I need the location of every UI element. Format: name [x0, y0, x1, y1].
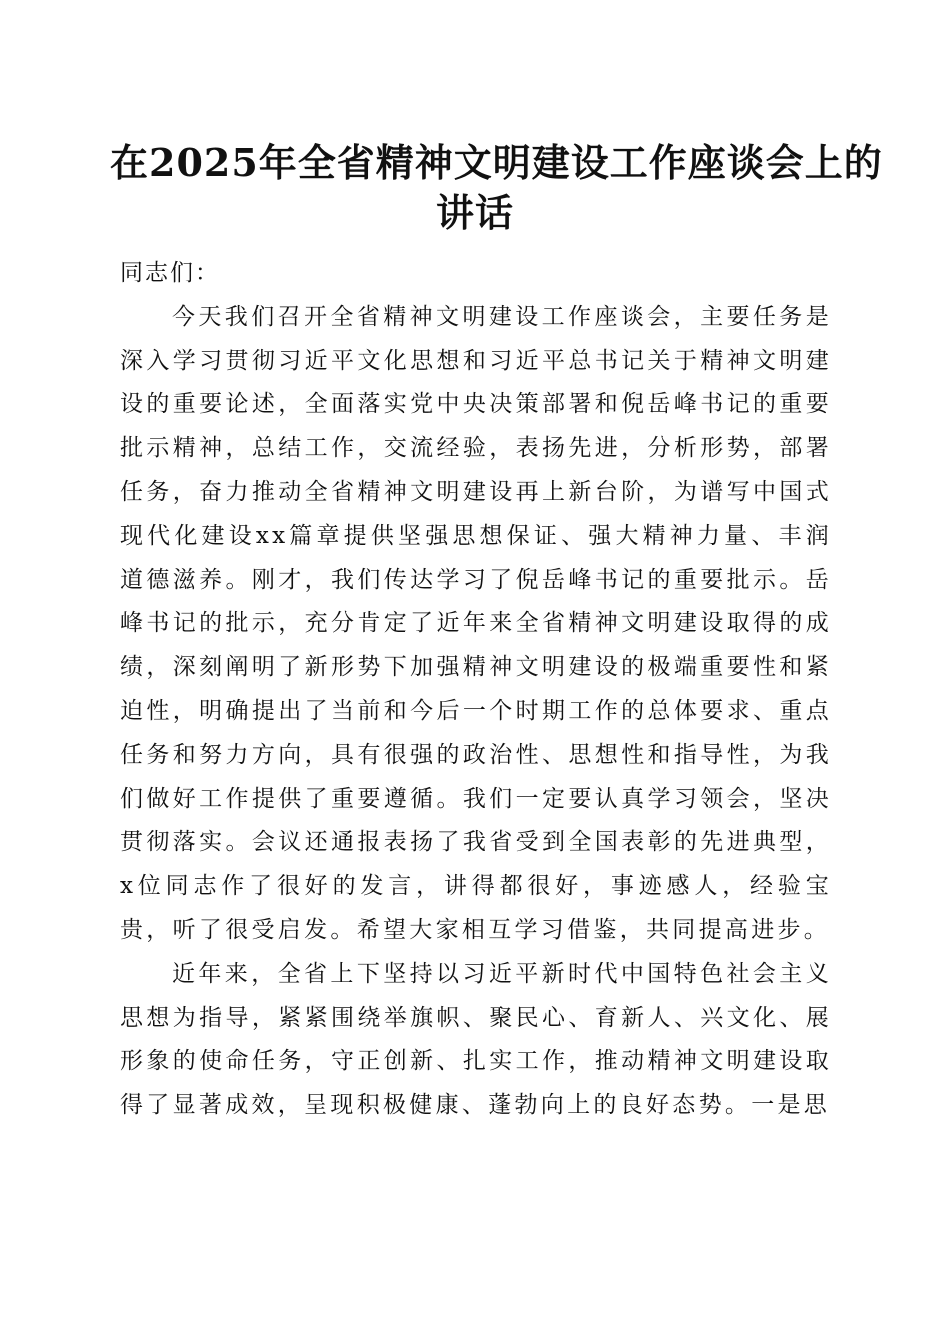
paragraph-2: 近年来，全省上下坚持以习近平新时代中国特色社会主义思想为指导，紧紧围绕举旗帜、聚民心、育新人、兴文化、展形象的使命任务，守正创新、扎实工作，推动精神文明建设取得了显著成效，呈现积极健康、蓬勃向上的良好态势。一是思 — [120, 960, 832, 1119]
document-title — [110, 138, 883, 238]
document-body — [120, 252, 832, 1128]
title-line-1: 在2025年全省精神文明建设工作座谈会上的 — [110, 140, 883, 185]
paragraph-1: 今天我们召开全省精神文明建设工作座谈会，主要任务是深入学习贯彻习近平文化思想和习近平总书记关于精神文明建设的重要论述，全面落实党中央决策部署和倪岳峰书记的重要批示精神，总结工作，交流经验，表扬先进，分析形势，部署任务，奋力推动全省精神文明建设再上新台阶，为谱写中国式现代化建设xx篇章提供坚强思想保证、强大精神力量、丰润道德滋养。刚才，我们传达学习了倪岳峰书记的重要批示。岳峰书记的批示，充分肯定了近年来全省精神文明建设取得的成绩，深刻阐明了新形势下加强精神文明建设的极端重要性和紧迫性，明确提出了当前和今后一个时期工作的总体要求、重点任务和努力方向，具有很强的政治性、思想性和指导性，为我们做好工作提供了重要遵循。我们一定要认真学习领会，坚决贯彻落实。会议还通报表扬了我省受到全国表彰的先进典型，x位同志作了很好的发言，讲得都很好，事迹感人，经验宝贵，听了很受启发。希望大家相互学习借鉴，共同提高进步。 — [120, 303, 832, 943]
title-line-2: 讲话 — [435, 190, 514, 235]
salutation: 同志们： — [120, 260, 220, 286]
